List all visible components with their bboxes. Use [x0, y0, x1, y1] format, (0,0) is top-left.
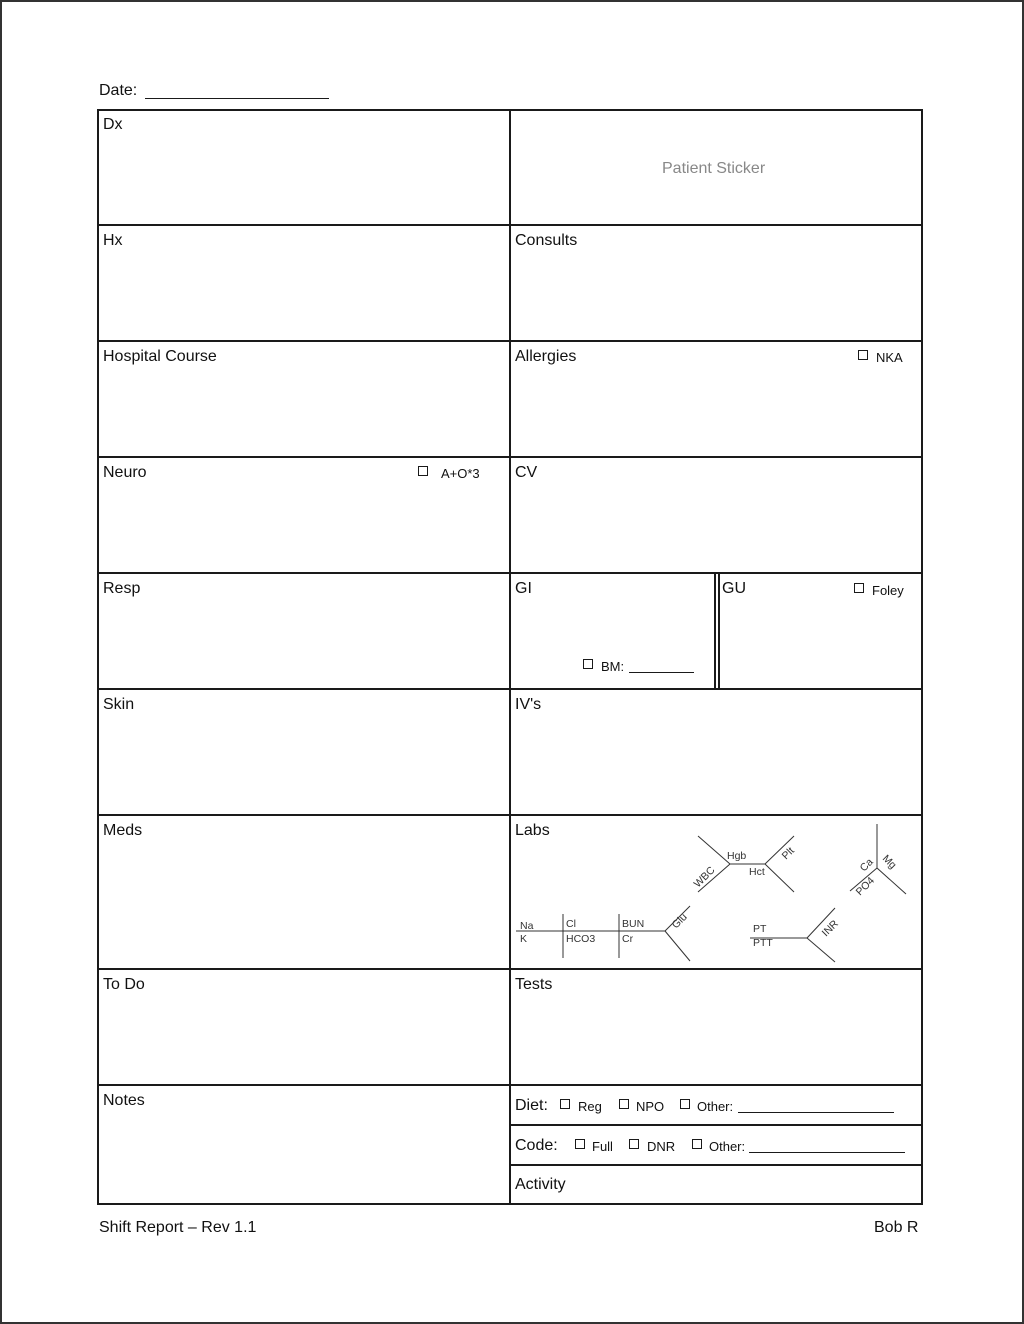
- ca-label: Ca: [857, 856, 876, 875]
- date-field[interactable]: [145, 98, 329, 99]
- code-full-label: Full: [592, 1139, 613, 1154]
- notes-label: Notes: [103, 1092, 145, 1109]
- foley-checkbox[interactable]: [854, 583, 864, 593]
- patient-sticker-label: Patient Sticker: [662, 160, 766, 177]
- gi-label: GI: [515, 580, 532, 597]
- dx-label: Dx: [103, 116, 123, 133]
- aox3-label: A+O*3: [441, 466, 480, 481]
- ptt-label: PTT: [753, 937, 773, 949]
- hco3-label: HCO3: [566, 933, 596, 945]
- code-full-checkbox[interactable]: [575, 1139, 585, 1149]
- row-divider: [97, 224, 923, 226]
- row-divider: [97, 340, 923, 342]
- diet-label: Diet:: [515, 1097, 548, 1114]
- date-label: Date:: [99, 82, 138, 99]
- bm-field[interactable]: [629, 672, 694, 673]
- labs-fishbone-diagram: [510, 816, 922, 968]
- nka-label: NKA: [876, 350, 903, 365]
- cv-label: CV: [515, 464, 538, 481]
- consults-label: Consults: [515, 232, 578, 249]
- labs-label: Labs: [515, 822, 550, 839]
- diet-reg-label: Reg: [578, 1099, 602, 1114]
- diet-other-label: Other:: [697, 1099, 734, 1114]
- code-other-checkbox[interactable]: [692, 1139, 702, 1149]
- skin-label: Skin: [103, 696, 135, 713]
- bm-label: BM:: [601, 659, 625, 674]
- diet-npo-checkbox[interactable]: [619, 1099, 629, 1109]
- resp-label: Resp: [103, 580, 141, 597]
- code-other-field[interactable]: [749, 1152, 905, 1153]
- footer-title: Shift Report – Rev 1.1: [99, 1219, 257, 1236]
- row-divider: [97, 572, 923, 574]
- diet-other-checkbox[interactable]: [680, 1099, 690, 1109]
- gi-gu-divider: [714, 572, 716, 688]
- row-divider: [97, 1084, 923, 1086]
- row-divider: [97, 968, 923, 970]
- cr-label: Cr: [622, 933, 634, 945]
- glu-label: Glu: [669, 911, 690, 932]
- inr-label: INR: [819, 917, 841, 940]
- k-label: K: [520, 933, 528, 945]
- cl-label: Cl: [566, 918, 576, 930]
- code-other-label: Other:: [709, 1139, 746, 1154]
- plt-label: Plt: [779, 844, 797, 863]
- row-divider: [509, 1124, 923, 1126]
- aox3-checkbox[interactable]: [418, 466, 428, 476]
- po4-label: PO4: [853, 874, 877, 899]
- code-dnr-checkbox[interactable]: [629, 1139, 639, 1149]
- code-label: Code:: [515, 1137, 558, 1154]
- wbc-label: WBC: [691, 864, 718, 891]
- ivs-label: IV's: [515, 696, 542, 713]
- gu-label: GU: [722, 580, 746, 597]
- hct-label: Hct: [749, 866, 765, 878]
- center-divider: [509, 109, 511, 1205]
- hgb-label: Hgb: [727, 850, 747, 862]
- allergies-label: Allergies: [515, 348, 577, 365]
- neuro-label: Neuro: [103, 464, 147, 481]
- todo-label: To Do: [103, 976, 145, 993]
- row-divider: [509, 1164, 923, 1166]
- bun-label: BUN: [622, 918, 645, 930]
- diet-npo-label: NPO: [636, 1099, 665, 1114]
- diet-reg-checkbox[interactable]: [560, 1099, 570, 1109]
- nka-checkbox[interactable]: [858, 350, 868, 360]
- code-dnr-label: DNR: [647, 1139, 676, 1154]
- na-label: Na: [520, 920, 534, 932]
- activity-label: Activity: [515, 1176, 566, 1193]
- mg-label: Mg: [879, 852, 899, 872]
- row-divider: [97, 456, 923, 458]
- footer-author: Bob R: [874, 1219, 919, 1236]
- pt-label: PT: [753, 923, 767, 935]
- meds-label: Meds: [103, 822, 143, 839]
- gi-gu-divider: [718, 572, 720, 688]
- hospital-course-label: Hospital Course: [103, 348, 217, 365]
- bm-checkbox[interactable]: [583, 659, 593, 669]
- hx-label: Hx: [103, 232, 123, 249]
- row-divider: [97, 688, 923, 690]
- foley-label: Foley: [872, 583, 904, 598]
- diet-other-field[interactable]: [738, 1112, 894, 1113]
- tests-label: Tests: [515, 976, 553, 993]
